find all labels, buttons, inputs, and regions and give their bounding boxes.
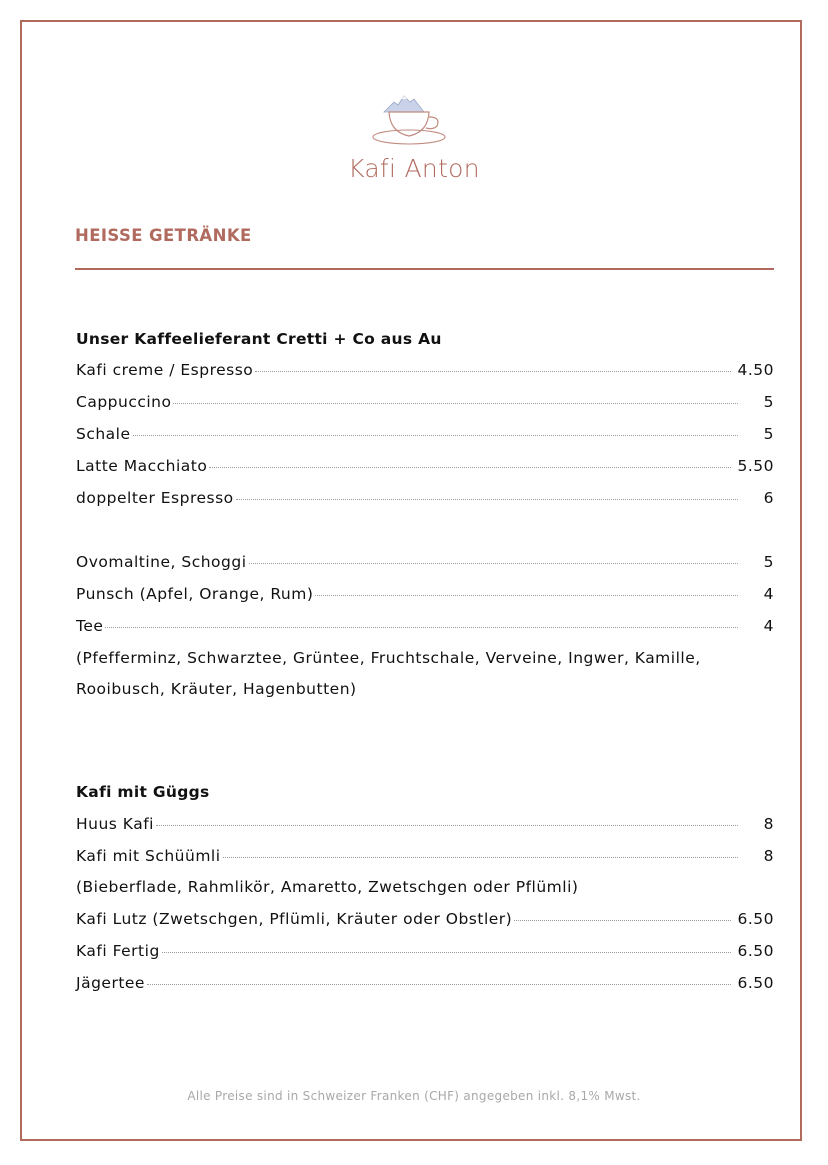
menu-item-price: 4 — [763, 585, 774, 603]
menu-item-name: Tee — [76, 617, 104, 635]
menu-item — [76, 815, 774, 839]
menu-item-name: doppelter Espresso — [76, 489, 234, 507]
liqueur-options-note: (Bieberflade, Rahmlikör, Amaretto, Zwetschgen oder Pflümli) — [76, 878, 579, 896]
menu-item-price: 5 — [763, 393, 774, 411]
menu-item — [76, 553, 774, 577]
menu-item-name: Latte Macchiato — [76, 457, 208, 475]
menu-item-name: Jägertee — [76, 974, 145, 992]
menu-item — [76, 942, 774, 966]
menu-item-name: Kafi mit Schüümli — [76, 847, 221, 865]
dot-leader — [105, 627, 738, 628]
menu-item — [76, 974, 774, 998]
section-divider — [75, 268, 774, 270]
menu-item-name: Schale — [76, 425, 131, 443]
menu-item — [76, 393, 774, 417]
menu-item — [76, 910, 774, 934]
logo — [0, 90, 828, 183]
menu-item — [76, 425, 774, 449]
menu-item-name: Ovomaltine, Schoggi — [76, 553, 247, 571]
menu-item-name: Kafi Lutz (Zwetschgen, Pflümli, Kräuter oder Obstler) — [76, 910, 513, 928]
dot-leader — [223, 857, 738, 858]
menu-item — [76, 489, 774, 513]
menu-item-price: 6.50 — [737, 910, 774, 928]
dot-leader — [255, 371, 731, 372]
menu-item — [76, 847, 774, 871]
tea-varieties-note: (Pfefferminz, Schwarztee, Grüntee, Fruchtschale, Verveine, Ingwer, Kamille, — [76, 649, 701, 667]
menu-item-price: 4 — [763, 617, 774, 635]
section-title: HEISSE GETRÄNKE — [75, 226, 252, 245]
group-title-spiked-coffee: Kafi mit Güggs — [76, 783, 210, 801]
dot-leader — [236, 499, 738, 500]
menu-item — [76, 457, 774, 481]
menu-item-price: 8 — [763, 815, 774, 833]
page-border — [20, 20, 802, 1141]
dot-leader — [249, 563, 738, 564]
dot-leader — [209, 467, 731, 468]
menu-item-price: 6.50 — [737, 942, 774, 960]
menu-item-price: 5 — [763, 425, 774, 443]
menu-item-name: Punsch (Apfel, Orange, Rum) — [76, 585, 314, 603]
menu-item-name: Huus Kafi — [76, 815, 154, 833]
menu-item-price: 5.50 — [737, 457, 774, 475]
dot-leader — [133, 435, 738, 436]
menu-item-price: 6.50 — [737, 974, 774, 992]
menu-item — [76, 585, 774, 609]
coffee-cup-with-mountains-icon — [369, 90, 459, 148]
menu-item-name: Kafi Fertig — [76, 942, 160, 960]
dot-leader — [156, 825, 738, 826]
menu-item-name: Kafi creme / Espresso — [76, 361, 254, 379]
brand-name: Kafi Anton — [348, 154, 480, 183]
menu-item-price: 6 — [763, 489, 774, 507]
menu-item-price: 4.50 — [737, 361, 774, 379]
menu-item-price: 5 — [763, 553, 774, 571]
dot-leader — [514, 920, 731, 921]
menu-item-price: 8 — [763, 847, 774, 865]
price-disclaimer: Alle Preise sind in Schweizer Franken (CHF) angegeben inkl. 8,1% Mwst. — [187, 1089, 641, 1103]
group-title-coffee: Unser Kaffeelieferant Cretti + Co aus Au — [76, 330, 442, 348]
dot-leader — [315, 595, 738, 596]
menu-item — [76, 617, 774, 641]
dot-leader — [173, 403, 738, 404]
tea-varieties-note: Rooibusch, Kräuter, Hagenbutten) — [76, 680, 357, 698]
dot-leader — [147, 984, 732, 985]
dot-leader — [162, 952, 732, 953]
menu-item — [76, 361, 774, 385]
menu-item-name: Cappuccino — [76, 393, 172, 411]
